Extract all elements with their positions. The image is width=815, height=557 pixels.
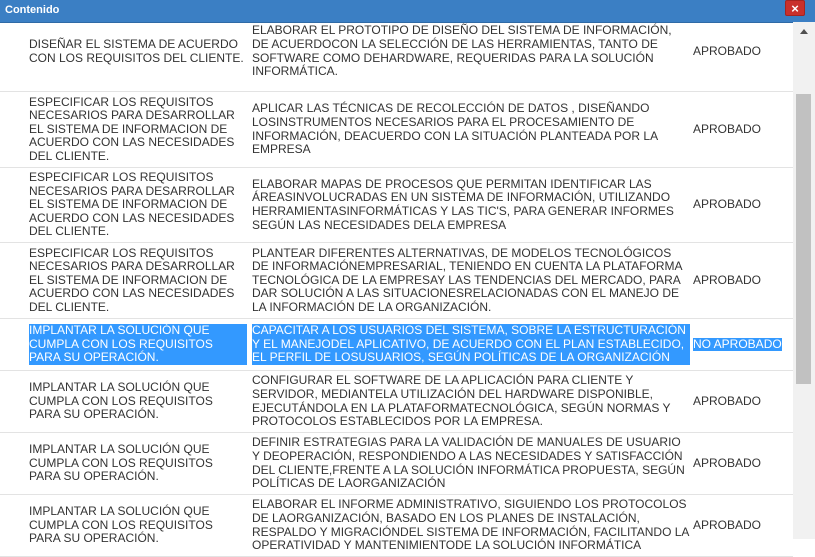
cell-resultado: APLICAR LAS TÉCNICAS DE RECOLECCIÓN DE DATOS , DISEÑANDO LOSINSTRUMENTOS NECESARIOS PARA EL PROCESAMIENTO DE INFORMACIÓN, DEACUERDO CON LA SITUACIÓN PLANTEADA POR LA EMPRESA <box>252 101 658 157</box>
table-row[interactable] <box>0 12 793 92</box>
cell-resultado: ELABORAR EL INFORME ADMINISTRATIVO, SIGUIENDO LOS PROTOCOLOS DE LAORGANIZACIÓN, BASADO EN LOS PLANES DE INSTALACIÓN, RESPALDO Y MIGRACIÓNDEL SISTEMA DE INFORMACIÓN, FACILITANDO LA OPERATIVIDAD Y MANTENIMIENTODE LA SOLUCIÓN INFORMÁTICA <box>252 497 689 553</box>
cell-resultado: ELABORAR MAPAS DE PROCESOS QUE PERMITAN IDENTIFICAR LAS ÁREASINVOLUCRADAS EN UN SISTEMA DE INFORMACIÓN, UTILIZANDO HERRAMIENTASINFORMÁTICAS Y LAS TIC'S, PARA GENERAR INFORMES SEGÚN LAS NECESIDADES DELA EMPRESA <box>252 176 674 232</box>
cell-competencia: IMPLANTAR LA SOLUCIÓN QUE CUMPLA CON LOS REQUISITOS PARA SU OPERACIÓN. <box>29 504 213 546</box>
cell-competencia: IMPLANTAR LA SOLUCIÓN QUE CUMPLA CON LOS REQUISITOS PARA SU OPERACIÓN. <box>29 380 213 422</box>
table-row[interactable] <box>0 371 793 433</box>
cell-competencia: DISEÑAR EL SISTEMA DE ACUERDO CON LOS REQUISITOS DEL CLIENTE. <box>29 36 244 65</box>
cell-resultado: CAPACITAR A LOS USUARIOS DEL SISTEMA, SOBRE LA ESTRUCTURACIÓN Y EL MANEJODEL APLICATIVO, DE ACUERDO CON EL PLAN ESTABLECIDO, EL PERFIL DE LOSUSUARIOS, SEGÚN POLÍTICAS DE LA ORGANIZACIÓN <box>252 319 690 370</box>
cell-competencia: ESPECIFICAR LOS REQUISITOS NECESARIOS PARA DESARROLLAR EL SISTEMA DE INFORMACION DE ACUERDO CON LAS NECESIDADES DEL CLIENTE. <box>29 245 235 314</box>
cell-competencia: ESPECIFICAR LOS REQUISITOS NECESARIOS PARA DESARROLLAR EL SISTEMA DE INFORMACION DE ACUERDO CON LAS NECESIDADES DEL CLIENTE. <box>29 170 235 239</box>
cell-status: NO APROBADO <box>693 336 782 351</box>
cell-resultado: DEFINIR ESTRATEGIAS PARA LA VALIDACIÓN DE MANUALES DE USUARIO Y DEOPERACIÓN, RESPONDIENDO A LAS NECESIDADES Y SATISFACCIÓN DEL CLIENTE,FRENTE A LA SOLUCIÓN INFORMÁTICA PROPUESTA, SEGÚN POLÍTICAS DE LAORGANIZACIÓN <box>252 435 685 491</box>
scroll-up-button[interactable] <box>793 24 815 38</box>
cell-competencia: IMPLANTAR LA SOLUCIÓN QUE CUMPLA CON LOS REQUISITOS PARA SU OPERACIÓN. <box>29 319 247 370</box>
close-icon: × <box>791 0 799 16</box>
cell-status: APROBADO <box>693 393 762 408</box>
table-row[interactable] <box>0 92 793 168</box>
cell-status: APROBADO <box>693 197 762 212</box>
table-row[interactable] <box>0 243 793 319</box>
cell-resultado: ELABORAR EL PROTOTIPO DE DISEÑO DEL SISTEMA DE INFORMACIÓN, DE ACUERDOCON LA SELECCIÓN DE LAS HERRAMIENTAS, TANTO DE SOFTWARE COMO DEHARDWARE, REQUERIDAS PARA LA SOLUCIÓN INFORMÁTICA. <box>252 23 672 79</box>
table-row[interactable] <box>0 433 793 495</box>
cell-competencia: ESPECIFICAR LOS REQUISITOS NECESARIOS PARA DESARROLLAR EL SISTEMA DE INFORMACION DE ACUERDO CON LAS NECESIDADES DEL CLIENTE. <box>29 94 235 163</box>
cell-status: APROBADO <box>693 517 762 532</box>
cell-competencia: IMPLANTAR LA SOLUCIÓN QUE CUMPLA CON LOS REQUISITOS PARA SU OPERACIÓN. <box>29 442 213 484</box>
cell-status: APROBADO <box>693 121 762 136</box>
table-row-selected[interactable] <box>0 319 793 371</box>
content-panel <box>0 22 793 553</box>
cell-status: APROBADO <box>693 43 762 58</box>
results-table <box>0 12 793 557</box>
table-row[interactable] <box>0 168 793 243</box>
cell-resultado: CONFIGURAR EL SOFTWARE DE LA APLICACIÓN PARA CLIENTE Y SERVIDOR, MEDIANTELA UTILIZACIÓN DEL HARDWARE DISPONIBLE, EJECUTÁNDOLA EN LA PLATAFORMATECNOLÓGICA, SEGÚN NORMAS Y PROTOCOLOS ESTABLECIDOS POR LA EMPRESA. <box>252 373 671 429</box>
table-row[interactable] <box>0 495 793 557</box>
arrow-up-icon <box>800 29 808 34</box>
vertical-scrollbar[interactable] <box>793 22 815 539</box>
dialog-title: Contenido <box>5 4 60 16</box>
cell-status: APROBADO <box>693 455 762 470</box>
scrollbar-thumb[interactable] <box>796 94 811 384</box>
cell-status: APROBADO <box>693 272 762 287</box>
cell-resultado: PLANTEAR DIFERENTES ALTERNATIVAS, DE MODELOS TECNOLÓGICOS DE INFORMACIÓNEMPRESARIAL, TENIENDO EN CUENTA LA PLATAFORMA TECNOLÓGICA DE LA EMPRESAY LAS TENDENCIAS DEL MERCADO, PARA DAR SOLUCIÓN A LAS SITUACIONESRELACIONADAS CON EL MANEJO DE LA INFORMACIÓN DE LA ORGANIZACIÓN. <box>252 245 682 314</box>
